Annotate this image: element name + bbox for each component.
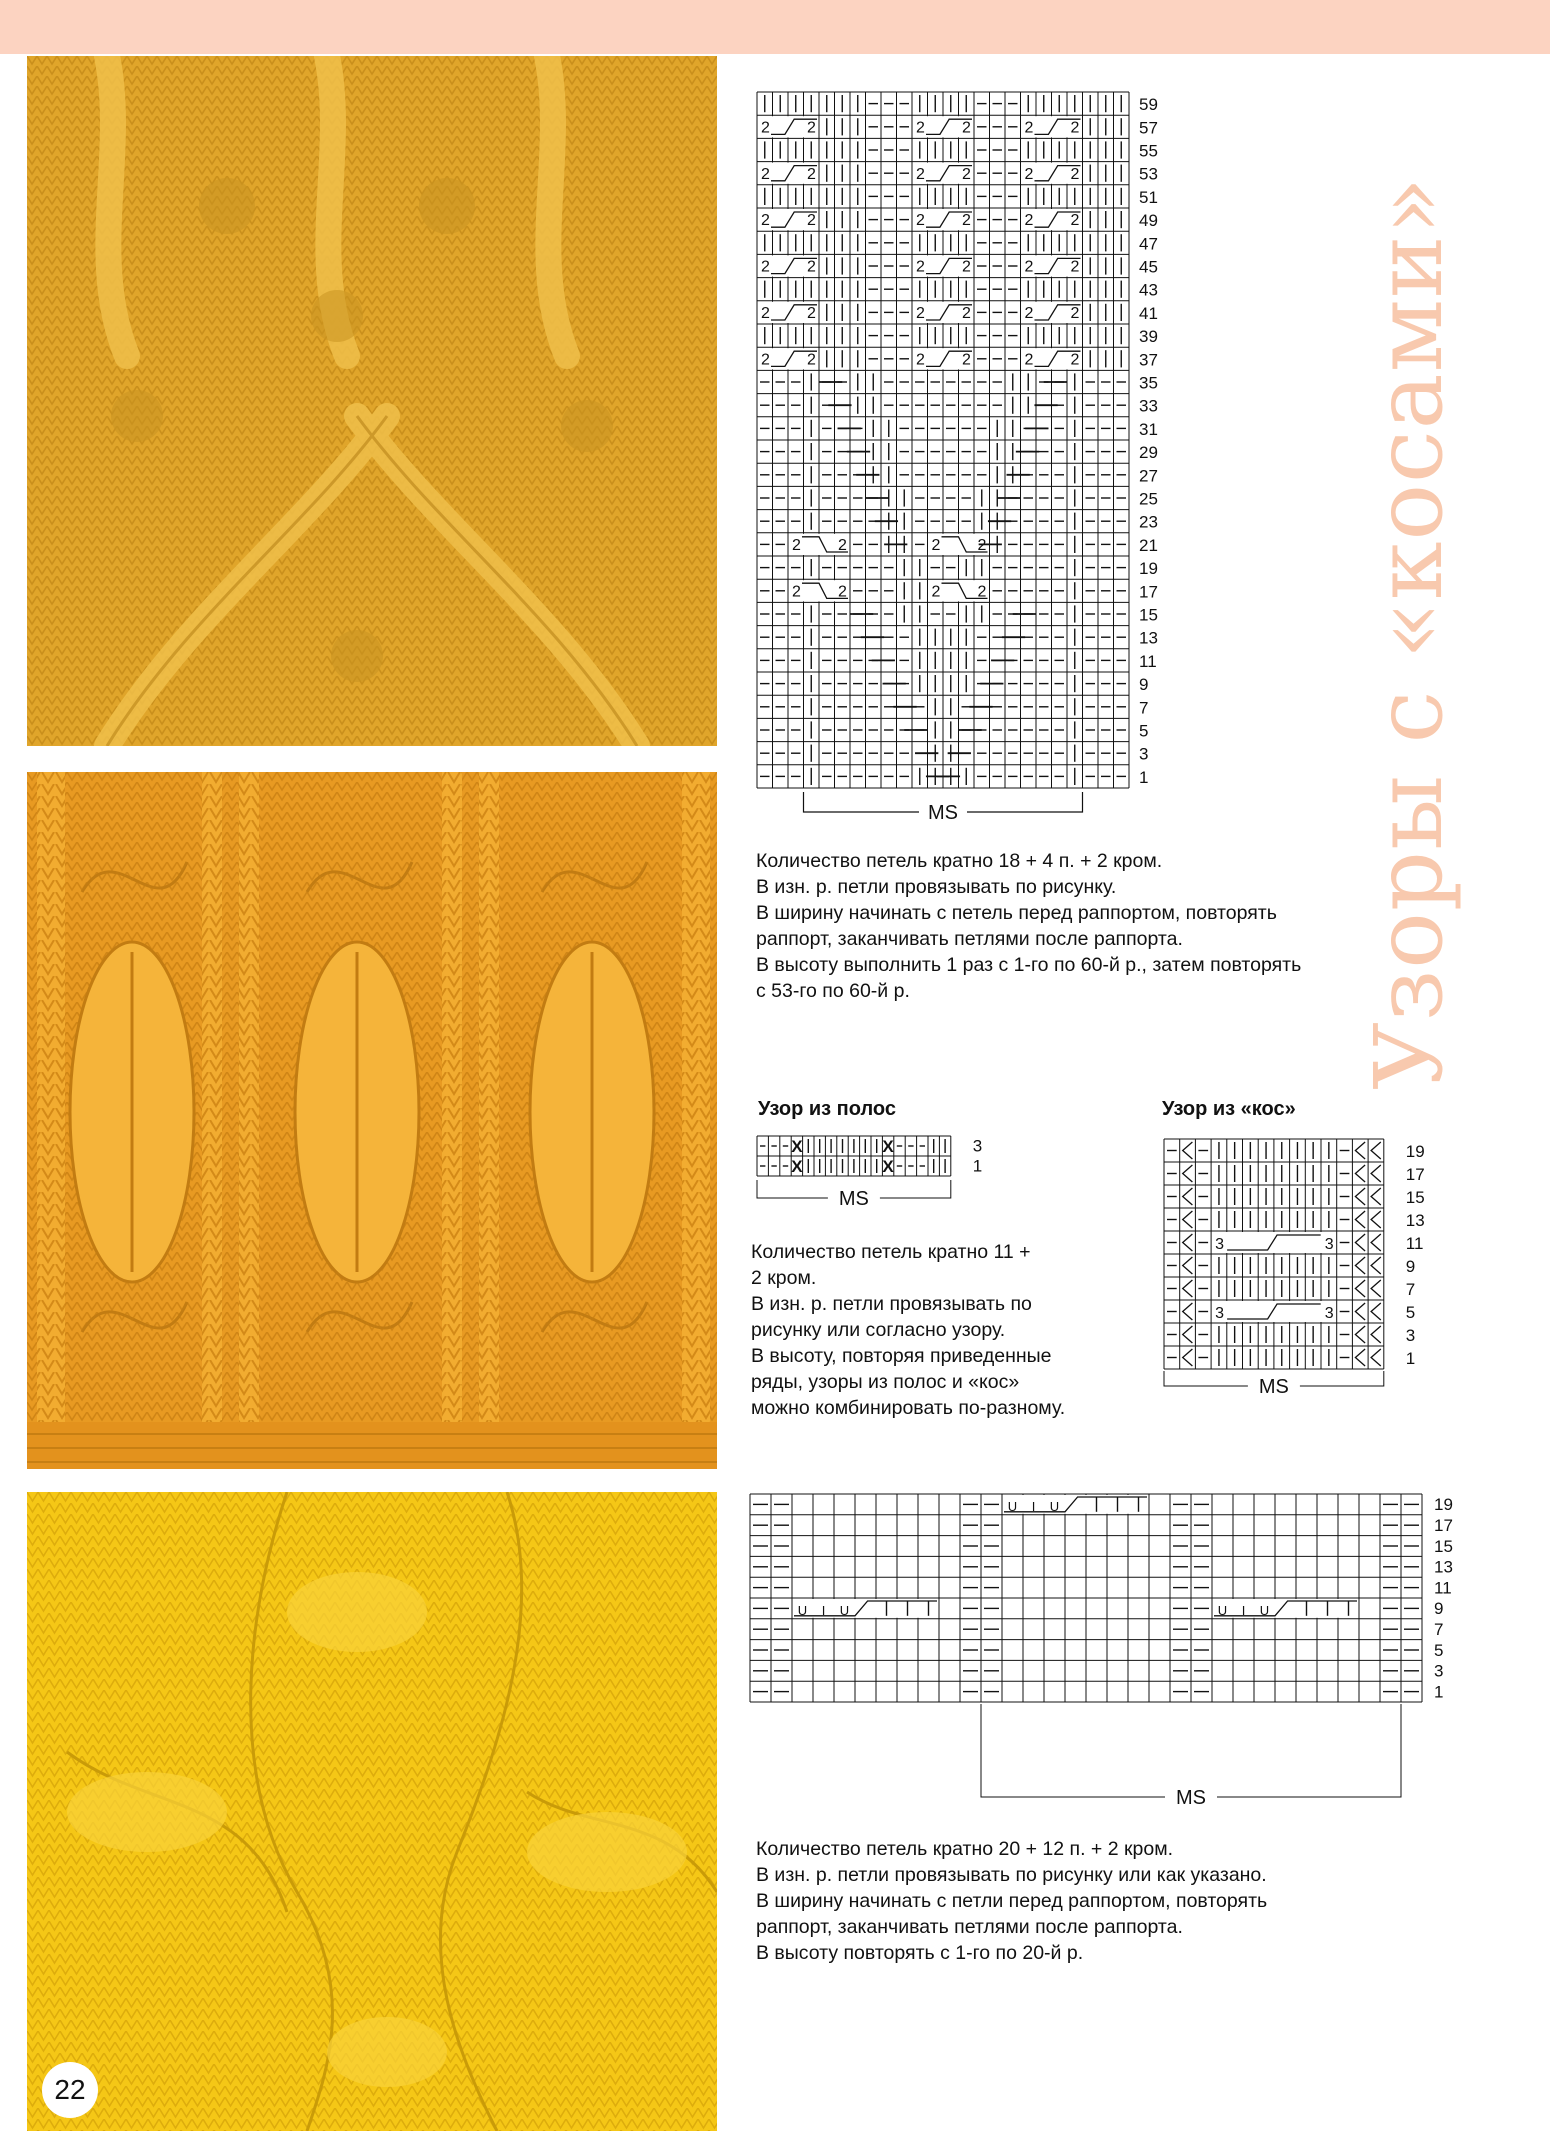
chart-1-row-label: 19	[1139, 559, 1158, 579]
svg-text:2: 2	[1024, 351, 1034, 369]
chart-1-row-label: 11	[1139, 651, 1157, 671]
chart-1-row-label: 3	[1139, 744, 1149, 764]
chart-1-row-label: 33	[1139, 396, 1158, 416]
description-line: Количество петель кратно 20 + 12 п. + 2 кром.	[756, 1838, 1174, 1860]
stripes-pattern-chart	[757, 1136, 1077, 1216]
svg-text:2: 2	[962, 258, 971, 276]
chart-1-row-label: 25	[1139, 489, 1158, 509]
braids-pattern-heading: Узор из «кос»	[1162, 1098, 1296, 1120]
svg-text:2: 2	[761, 305, 770, 322]
chart-1-row-label: 53	[1139, 164, 1158, 184]
chart-1-description	[756, 848, 1366, 1004]
braids-row-label: 17	[1405, 1164, 1425, 1184]
description-line: Количество петель кратно 18 + 4 п. + 2 кром.	[756, 850, 1163, 872]
cable-pattern-chart-1	[757, 92, 1307, 822]
braids-row-label: 1	[1405, 1348, 1416, 1368]
chart-1-row-label: 1	[1139, 767, 1149, 787]
stripes-pattern-heading: Узор из полос	[758, 1098, 896, 1120]
page-number: 22	[42, 2062, 98, 2118]
braids-row-label: 3	[1405, 1325, 1416, 1345]
page-title: Узоры с «косами»	[1355, 175, 1464, 1090]
svg-text:U: U	[1259, 1602, 1270, 1618]
svg-text:2: 2	[962, 165, 971, 183]
braids-grid	[1164, 1139, 1384, 1369]
description-line: В ширину начинать с петли перед раппортом, повторять	[756, 1890, 1268, 1912]
svg-text:2: 2	[931, 537, 941, 554]
chart-1-row-label: 23	[1139, 512, 1158, 532]
ms-label: MS	[1176, 1787, 1206, 1809]
svg-text:X: X	[791, 1157, 803, 1176]
svg-text:2: 2	[761, 258, 770, 276]
braids-row-label: 13	[1405, 1210, 1425, 1230]
svg-text:2: 2	[916, 305, 925, 322]
chart-1-row-label: 49	[1139, 211, 1158, 231]
description-line: раппорт, заканчивать петлями после раппорта.	[756, 928, 1183, 950]
chart-3-row-label: 7	[1434, 1620, 1444, 1640]
description-line: раппорт, заканчивать петлями после раппорта.	[756, 1916, 1183, 1938]
svg-text:2: 2	[761, 119, 770, 137]
svg-text:2: 2	[962, 212, 971, 230]
stripes-description	[751, 1239, 1121, 1421]
svg-text:2: 2	[916, 258, 925, 276]
description-line: 2 кром.	[751, 1267, 817, 1289]
svg-text:2: 2	[807, 305, 816, 322]
chart-1-row-label: 47	[1139, 234, 1158, 254]
chart-3-row-label: 11	[1434, 1578, 1452, 1598]
wide-cable-knit-photo	[27, 1492, 717, 2131]
svg-text:2: 2	[761, 351, 770, 369]
description-line: Количество петель кратно 11 +	[751, 1241, 1031, 1263]
svg-text:2: 2	[1070, 258, 1080, 276]
svg-text:2: 2	[916, 351, 925, 369]
description-line: ряды, узоры из полос и «кос»	[751, 1371, 1020, 1393]
svg-text:2: 2	[1070, 119, 1080, 137]
svg-text:2: 2	[838, 583, 847, 601]
braids-row-label: 5	[1405, 1302, 1416, 1322]
chart-1-grid	[757, 92, 1129, 788]
ms-rapport-bracket	[1164, 1371, 1384, 1398]
top-accent-bar	[0, 0, 1550, 54]
svg-text:2: 2	[1024, 305, 1034, 322]
description-line: рисунку или согласно узору.	[751, 1319, 1006, 1341]
description-line: В изн. р. петли провязывать по рисунку или как указано.	[756, 1864, 1267, 1886]
chart-3-row-label: 15	[1434, 1536, 1453, 1556]
braids-row-label: 15	[1405, 1187, 1425, 1207]
svg-text:U: U	[839, 1602, 850, 1618]
chart-1-row-label: 27	[1139, 466, 1158, 486]
chart-1-row-label: 13	[1139, 628, 1158, 648]
braids-row-label: 19	[1405, 1141, 1425, 1161]
chart-3-row-label: 9	[1434, 1599, 1444, 1619]
chart-1-row-label: 59	[1139, 95, 1158, 115]
svg-text:2: 2	[1070, 165, 1080, 183]
svg-text:2: 2	[807, 351, 816, 369]
svg-text:2: 2	[1070, 351, 1080, 369]
chart-1-row-label: 5	[1139, 721, 1149, 741]
svg-text:2: 2	[916, 119, 925, 137]
svg-text:2: 2	[916, 165, 925, 183]
svg-text:2: 2	[838, 537, 847, 554]
chart-3-row-label: 3	[1434, 1661, 1444, 1681]
svg-text:2: 2	[807, 119, 816, 137]
svg-text:U: U	[1007, 1498, 1018, 1514]
svg-text:2: 2	[962, 351, 971, 369]
svg-text:2: 2	[1070, 305, 1080, 322]
svg-text:3: 3	[1215, 1236, 1225, 1253]
svg-text:2: 2	[792, 583, 801, 601]
svg-text:2: 2	[962, 119, 971, 137]
stripes-row-label: 3	[972, 1136, 983, 1156]
braids-row-label: 9	[1405, 1256, 1416, 1276]
svg-text:2: 2	[807, 165, 816, 183]
svg-text:2: 2	[962, 305, 971, 322]
svg-text:I: I	[1241, 1602, 1246, 1618]
chart-1-row-label: 35	[1139, 373, 1158, 393]
svg-text:2: 2	[807, 212, 816, 230]
chart-1-row-label: 43	[1139, 280, 1158, 300]
ms-rapport-bracket	[981, 1704, 1401, 1809]
svg-text:3: 3	[1324, 1305, 1334, 1322]
svg-text:2: 2	[807, 258, 816, 276]
svg-text:2: 2	[761, 165, 770, 183]
svg-text:X: X	[791, 1137, 803, 1156]
svg-text:2: 2	[1024, 212, 1034, 230]
ms-rapport-bracket	[804, 792, 1083, 824]
braids-row-label: 11	[1405, 1233, 1424, 1253]
chart-1-row-label: 29	[1139, 443, 1158, 463]
svg-text:2: 2	[977, 583, 987, 601]
chart-3-row-label: 13	[1434, 1557, 1453, 1577]
svg-text:2: 2	[792, 537, 801, 554]
description-line: В изн. р. петли провязывать по	[751, 1293, 1032, 1315]
svg-text:U: U	[1049, 1498, 1060, 1514]
braids-row-label: 7	[1405, 1279, 1416, 1299]
svg-text:X: X	[882, 1157, 894, 1176]
description-line: В высоту выполнить 1 раз с 1-го по 60-й р., затем повторять	[756, 954, 1302, 976]
chart-1-row-label: 55	[1139, 141, 1158, 161]
svg-text:2: 2	[916, 212, 925, 230]
chart-1-row-label: 31	[1139, 419, 1158, 439]
svg-text:2: 2	[977, 537, 987, 554]
chart-3-row-label: 19	[1434, 1495, 1453, 1515]
chart-3-row-label: 1	[1434, 1682, 1444, 1702]
braids-pattern-chart	[1164, 1139, 1464, 1409]
chart-1-row-label: 21	[1139, 535, 1158, 555]
chart-1-row-label: 45	[1139, 257, 1158, 277]
svg-text:3: 3	[1215, 1305, 1225, 1322]
svg-text:2: 2	[931, 583, 941, 601]
svg-text:U: U	[1217, 1602, 1228, 1618]
svg-text:2: 2	[761, 212, 770, 230]
svg-text:3: 3	[1324, 1236, 1334, 1253]
chart-1-row-label: 57	[1139, 118, 1158, 138]
chart-1-row-label: 9	[1139, 675, 1149, 695]
stripes-row-label: 1	[972, 1156, 983, 1176]
chart-3-row-label: 5	[1434, 1640, 1444, 1660]
svg-text:X: X	[882, 1137, 894, 1156]
chart-1-row-label: 7	[1139, 698, 1149, 718]
description-line: с 53-го по 60-й р.	[756, 980, 910, 1002]
chart-1-row-label: 37	[1139, 350, 1158, 370]
ms-label: MS	[1258, 1376, 1289, 1398]
chart-1-row-label: 41	[1139, 303, 1158, 323]
description-line: В высоту повторять с 1-го по 20-й р.	[756, 1942, 1084, 1964]
svg-text:U: U	[797, 1602, 808, 1618]
chart-3-description	[756, 1836, 1396, 1966]
chart-1-row-label: 15	[1139, 605, 1158, 625]
chart-1-row-label: 51	[1139, 187, 1158, 207]
chart-3-grid	[750, 1494, 1422, 1702]
svg-text:2: 2	[1024, 119, 1034, 137]
svg-text:2: 2	[1024, 165, 1034, 183]
svg-text:2: 2	[1024, 258, 1034, 276]
description-line: В высоту, повторяя приведенные	[751, 1345, 1052, 1367]
svg-text:2: 2	[1070, 212, 1080, 230]
cable-pattern-chart-3	[750, 1494, 1490, 1809]
svg-text:I: I	[821, 1602, 826, 1618]
braided-cable-rib-knit-photo	[27, 772, 717, 1469]
chart-1-row-label: 39	[1139, 327, 1158, 347]
ms-label: MS	[928, 802, 958, 824]
honeycomb-cable-knit-photo	[27, 56, 717, 746]
chart-1-row-label: 17	[1139, 582, 1158, 602]
ms-rapport-bracket	[757, 1180, 951, 1210]
description-line: В изн. р. петли провязывать по рисунку.	[756, 876, 1117, 898]
svg-text:I: I	[1031, 1498, 1036, 1514]
chart-3-row-label: 17	[1434, 1516, 1453, 1536]
ms-label: MS	[838, 1188, 869, 1210]
description-line: можно комбинировать по-разному.	[751, 1397, 1066, 1419]
description-line: В ширину начинать с петель перед раппортом, повторять	[756, 902, 1277, 924]
